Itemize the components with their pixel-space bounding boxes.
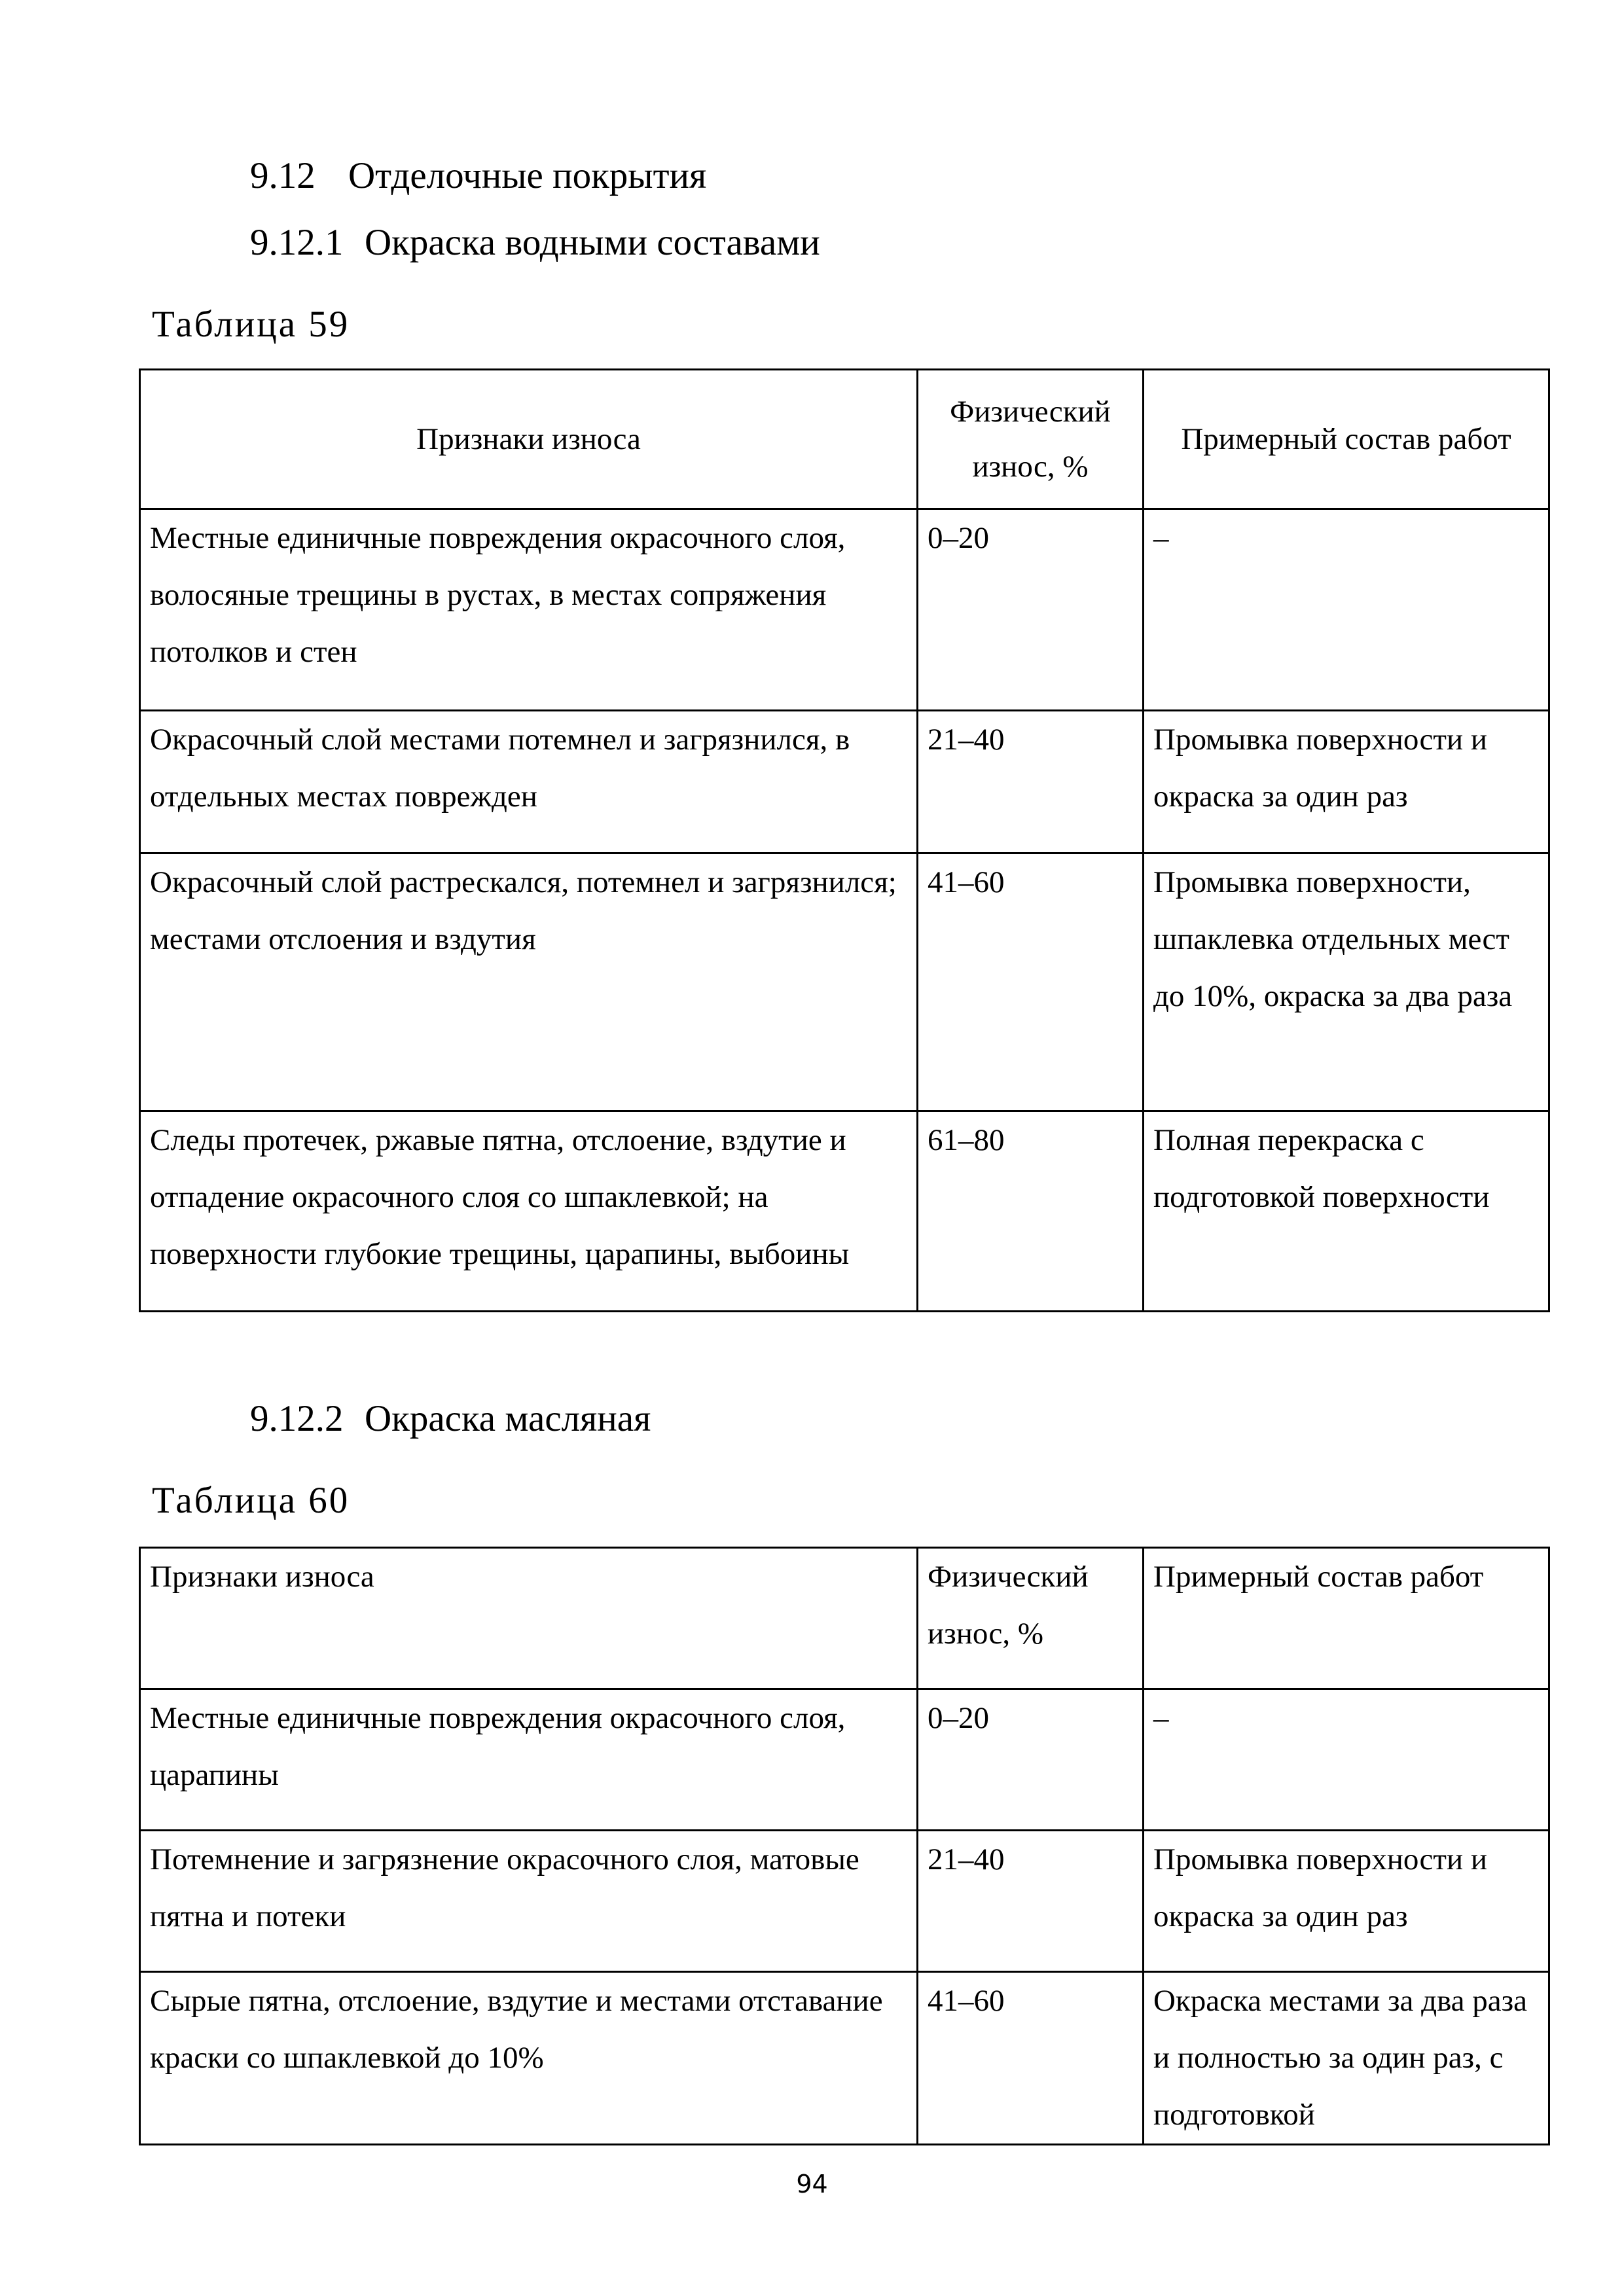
table-60 [139, 1547, 1550, 2145]
table-header-row [140, 370, 1549, 509]
cell-work-scope: Промывка поверхности и окраска за один раз [1144, 711, 1549, 853]
table-row [140, 1831, 1549, 1972]
section-heading-9-12 [250, 157, 706, 194]
table-row [140, 711, 1549, 853]
cell-wear-signs: Сырые пятна, отслоение, вздутие и местами отставание краски со шпаклевкой до 10% [140, 1972, 918, 2145]
cell-work-scope: – [1144, 1689, 1549, 1831]
table-row [140, 1972, 1549, 2145]
cell-work-scope: Окраска местами за два раза и полностью за один раз, с подготовкой [1144, 1972, 1549, 2145]
cell-work-scope: Промывка поверхности и окраска за один раз [1144, 1831, 1549, 1972]
header-physical-wear: Физический износ, % [918, 370, 1144, 509]
table-header-row [140, 1548, 1549, 1689]
cell-wear-signs: Окрасочный слой местами потемнел и загрязнился, в отдельных местах поврежден [140, 711, 918, 853]
table-row [140, 1111, 1549, 1312]
section-title: Окраска водными составами [365, 222, 820, 263]
table-caption-60: Таблица 60 [152, 1480, 350, 1521]
section-heading-9-12-2 [250, 1400, 651, 1437]
section-number: 9.12 [250, 155, 316, 196]
cell-work-scope: – [1144, 509, 1549, 711]
header-work-scope: Примерный состав работ [1144, 1548, 1549, 1689]
cell-wear-signs: Местные единичные повреждения окрасочного слоя, волосяные трещины в рустах, в местах сопряжения потолков и стен [140, 509, 918, 711]
header-physical-wear: Физический износ, % [918, 1548, 1144, 1689]
header-work-scope: Примерный состав работ [1144, 370, 1549, 509]
cell-physical-wear: 61–80 [918, 1111, 1144, 1312]
table-row [140, 853, 1549, 1111]
section-heading-9-12-1 [250, 224, 820, 261]
cell-work-scope: Полная перекраска с подготовкой поверхности [1144, 1111, 1549, 1312]
table-row [140, 509, 1549, 711]
cell-physical-wear: 0–20 [918, 509, 1144, 711]
page-number: 94 [796, 2170, 828, 2198]
cell-physical-wear: 41–60 [918, 1972, 1144, 2145]
cell-wear-signs: Окрасочный слой растрескался, потемнел и загрязнился; местами отслоения и вздутия [140, 853, 918, 1111]
table-59 [139, 368, 1550, 1312]
cell-wear-signs: Потемнение и загрязнение окрасочного слоя, матовые пятна и потеки [140, 1831, 918, 1972]
section-number: 9.12.1 [250, 222, 344, 263]
section-title: Отделочные покрытия [348, 155, 707, 196]
cell-physical-wear: 21–40 [918, 711, 1144, 853]
header-wear-signs: Признаки износа [140, 1548, 918, 1689]
header-wear-signs: Признаки износа [140, 370, 918, 509]
section-number: 9.12.2 [250, 1398, 344, 1439]
table-caption-59: Таблица 59 [152, 304, 350, 345]
cell-physical-wear: 0–20 [918, 1689, 1144, 1831]
table-row [140, 1689, 1549, 1831]
cell-wear-signs: Местные единичные повреждения окрасочного слоя, царапины [140, 1689, 918, 1831]
section-title: Окраска масляная [365, 1398, 651, 1439]
cell-wear-signs: Следы протечек, ржавые пятна, отслоение, вздутие и отпадение окрасочного слоя со шпаклевкой; на поверхности глубокие трещины, царапины, выбоины [140, 1111, 918, 1312]
cell-work-scope: Промывка поверхности, шпаклевка отдельных мест до 10%, окраска за два раза [1144, 853, 1549, 1111]
cell-physical-wear: 21–40 [918, 1831, 1144, 1972]
cell-physical-wear: 41–60 [918, 853, 1144, 1111]
